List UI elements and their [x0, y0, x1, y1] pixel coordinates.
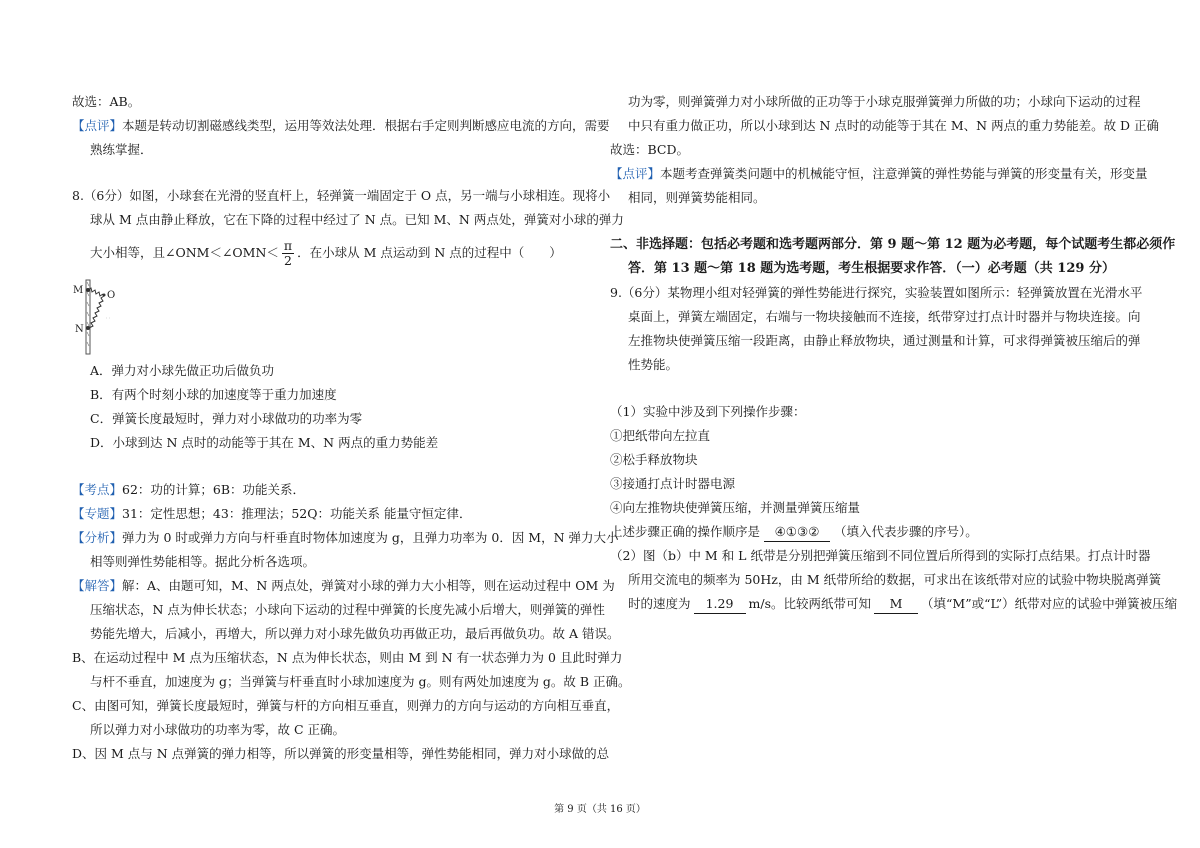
option-c: C．弹簧长度最短时，弹力对小球做功的功率为零 [90, 411, 363, 426]
speed-answer-blank: 1.29 [694, 595, 746, 614]
label-n: N [75, 324, 84, 335]
ball-n [86, 326, 90, 330]
order-answer-line: 上述步骤正确的操作顺序是 ④①③② （填入代表步骤的序号）。 [610, 523, 978, 542]
option-b: B．有两个时刻小球的加速度等于重力加速度 [90, 387, 337, 402]
comment-tag: 【点评】 [72, 118, 123, 133]
step-1: ①把纸带向左拉直 [610, 428, 711, 443]
question-9-line-2: 桌面上，弹簧左端固定，右端与一物块接触而不连接，纸带穿过打点计时器并与物块连接。向 [628, 309, 1141, 324]
option-d: D．小球到达 N 点时的动能等于其在 M、N 两点的重力势能差 [90, 435, 439, 450]
jieda-b-line-2: 与杆不垂直，加速度为 g；当弹簧与杆垂直时小球加速度为 g。则有两处加速度为 g。故 B 正确。 [90, 674, 631, 689]
question-8-line-1: 8.（6分）如图，小球套在光滑的竖直杆上，轻弹簧一端固定于 O 点，另一端与小球相连。现将小 [72, 188, 611, 203]
left-column [0, 0, 631, 800]
question-8-line-3: 大小相等，且∠ONM＜∠OMN＜ $\frac{\pi}{2}$ ．在小球从 M 点运动到 N 点的过程中（ ） [90, 238, 562, 268]
question-8-line-2: 球从 M 点由静止释放，它在下降的过程中经过了 N 点。已知 M、N 两点处，弹簧对小球的弹力 [90, 212, 624, 227]
step-3: ③接通打点计时器电源 [610, 476, 736, 491]
question-9-line-3: 左推物块使弹簧压缩一段距离，由静止释放物块，通过测量和计算，可求得弹簧被压缩后的弹 [628, 333, 1141, 348]
jieda-c-line-1: C、由图可知，弹簧长度最短时，弹簧与杆的方向相互垂直，则弹力的方向与运动的方向相互垂直， [72, 698, 620, 713]
jieda-line-2: 压缩状态，N 点为伸长状态；小球向下运动的过程中弹簧的长度先减小后增大，则弹簧的弹性 [90, 602, 605, 617]
pingping-line-1: 【点评】本题考查弹簧类问题中的机械能守恒，注意弹簧的弹性势能与弹簧的形变量有关，形变量 [610, 166, 1148, 181]
comment-line [72, 117, 610, 135]
pi-over-2-fraction: $\frac{\pi}{2}$ [283, 238, 293, 268]
right-column [600, 0, 1200, 800]
fenxi-line-1: 【分析】弹力为 0 时或弹力方向与杆垂直时物体加速度为 g，且弹力功率为 0．因 M，N 弹力大小 [72, 530, 619, 545]
ball-m [86, 288, 90, 292]
pingping-line-2: 相同，则弹簧势能相同。 [628, 190, 766, 205]
jieda-line-1: 【解答】解：A、由题可知，M、N 两点处，弹簧对小球的弹力大小相等，则在运动过程中 OM 为 [72, 578, 615, 593]
part-1-heading: （1）实验中涉及到下列操作步骤： [610, 404, 806, 419]
part-2-line-2: 所用交流电的频率为 50Hz，由 M 纸带所给的数据，可求出在该纸带对应的试验中物块脱离弹簧 [628, 572, 1162, 587]
section-2-heading-line-1: 二、非选择题：包括必考题和选考题两部分．第 9 题～第 12 题为必考题，每个试题考生都必须作 [610, 237, 1176, 252]
answer-choice-line: 故选：AB。 [72, 94, 141, 109]
jieda-line-3: 势能先增大，后减小，再增大，所以弹力对小球先做负功再做正功，最后再做负功。故 A 错误。 [90, 626, 620, 641]
comment-text: 本题是转动切割磁感线类型，运用等效法处理．根据右手定则判断感应电流的方向，需要 [122, 118, 610, 133]
part-2-line-3: 时的速度为 1.29 m/s。比较两纸带可知 M （填“M”或“L”）纸带对应的试验中弹簧被压缩 [628, 595, 1177, 614]
jieda-c-line-2: 所以弹力对小球做功的功率为零，故 C 正确。 [90, 722, 346, 737]
label-o: O [107, 290, 116, 301]
point-o [103, 294, 106, 297]
kaodian-line: 【考点】62：功的计算；6B：功能关系． [72, 482, 306, 497]
jieda-d-line-2: 功为零，则弹簧弹力对小球所做的正功等于小球克服弹簧弹力所做的功；小球向下运动的过程 [628, 94, 1141, 109]
order-answer-blank: ④①③② [764, 523, 830, 542]
zhuanti-line: 【专题】31：定性思想；43：推理法；52Q：功能关系 能量守恒定律． [72, 506, 472, 521]
fenxi-line-2: 相等则弹性势能相等。据此分析各选项。 [90, 554, 316, 569]
step-4: ④向左推物块使弹簧压缩，并测量弹簧压缩量 [610, 500, 861, 515]
section-2-heading-line-2: 答．第 13 题～第 18 题为选考题，考生根据要求作答．（一）必考题（共 129 分） [628, 261, 1115, 276]
jieda-d-line-3: 中只有重力做正功，所以小球到达 N 点时的动能等于其在 M、N 两点的重力势能差。故 D 正确 [628, 118, 1160, 133]
option-a: A．弹力对小球先做正功后做负功 [90, 363, 275, 378]
label-m: M [73, 285, 84, 296]
jieda-d-line-1: D、因 M 点与 N 点弹簧的弹力相等，所以弹簧的形变量相等，弹性势能相同，弹力对小球做的总 [72, 746, 610, 761]
page-footer: 第 9 页（共 16 页） [554, 804, 646, 815]
answer-choice-line-2: 故选：BCD。 [610, 142, 690, 157]
question-9-line-4: 性势能。 [628, 357, 679, 372]
step-2: ②松手释放物块 [610, 452, 698, 467]
tape-answer-blank: M [874, 595, 918, 614]
part-2-line-1: （2）图（b）中 M 和 L 纸带是分别把弹簧压缩到不同位置后所得到的实际打点结果。打点计时器 [610, 548, 1151, 563]
comment-line-2: 熟练掌握． [90, 142, 153, 157]
spring-rod-figure [70, 278, 120, 356]
question-9-line-1: 9.（6分）某物理小组对轻弹簧的弹性势能进行探究，实验装置如图所示：轻弹簧放置在光滑水平 [610, 285, 1143, 300]
spring-on [89, 296, 104, 328]
jieda-b-line-1: B、在运动过程中 M 点为压缩状态，N 点为伸长状态，则由 M 到 N 有一状态弹力为 0 且此时弹力 [72, 650, 623, 665]
